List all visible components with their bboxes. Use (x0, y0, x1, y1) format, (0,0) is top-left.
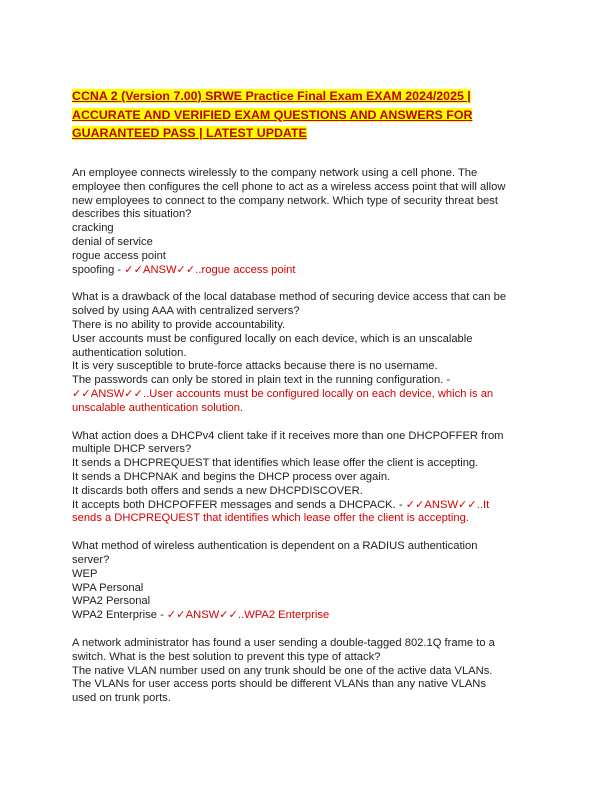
question-text: solved by using AAA with centralized servers? (72, 305, 300, 318)
answer-option: WPA2 Personal (72, 595, 151, 608)
option-text: spoofing - (72, 263, 125, 276)
answer-option: denial of service (72, 235, 153, 248)
correct-answer: sends a DHCPREQUEST that identifies which lease offer the client is accepting. (72, 512, 469, 525)
question-block (72, 540, 542, 623)
answer-option: The native VLAN number used on any trunk should be one of the active data VLANs. (72, 664, 493, 677)
option-text: WPA2 Enterprise - (72, 609, 167, 622)
question-text: A network administrator has found a user sending a double-tagged 802.1Q frame to a (72, 636, 495, 649)
answer-option: WPA Personal (72, 581, 144, 594)
title-line: CCNA 2 (Version 7.00) SRWE Practice Final Exam EXAM 2024/2025 | (72, 89, 471, 103)
title-line: ACCURATE AND VERIFIED EXAM QUESTIONS AND ANSWERS FOR (72, 107, 473, 122)
answer-option: authentication solution. (72, 346, 187, 359)
question-text: server? (72, 553, 110, 566)
question-text: describes this situation? (72, 208, 192, 221)
question-block (72, 167, 542, 277)
correct-answer: ✓✓ANSW✓✓..It (405, 498, 490, 511)
answer-option (72, 374, 542, 388)
answer-option: WEP (72, 567, 98, 580)
correct-answer: ✓✓ANSW✓✓..WPA2 Enterprise (166, 609, 330, 622)
question-text: What action does a DHCPv4 client take if it receives more than one DHCPOFFER from (72, 429, 504, 442)
answer-option: The VLANs for user access ports should be different VLANs than any native VLANs (72, 678, 486, 691)
answer-option: There is no ability to provide accountability. (72, 318, 286, 331)
answer-option: cracking (72, 222, 114, 235)
answer-option: rogue access point (72, 249, 166, 262)
question-text: What method of wireless authentication is dependent on a RADIUS authentication (72, 540, 478, 553)
correct-answer: unscalable authentication solution. (72, 401, 244, 414)
answer-option: It is very susceptible to brute-force attacks because there is no username. (72, 360, 438, 373)
question-text: employee then configures the cell phone to act as a wireless access point that will allow (72, 180, 506, 193)
document-title (72, 87, 542, 143)
correct-answer: ✓✓ANSW✓✓..User accounts must be configured locally on each device, which is an (72, 387, 494, 400)
question-text: new employees to connect to the company network. Which type of security threat best (72, 194, 498, 207)
question-text: An employee connects wirelessly to the company network using a cell phone. The (72, 167, 478, 179)
option-text: It accepts both DHCPOFFER messages and sends a DHCPACK. - (72, 498, 406, 511)
option-text: The passwords can only be stored in plain text in the running configuration. - (72, 374, 451, 387)
question-block (72, 637, 542, 706)
answer-option: It sends a DHCPREQUEST that identifies which lease offer the client is accepting. (72, 457, 479, 470)
answer-option: It sends a DHCPNAK and begins the DHCP process over again. (72, 470, 391, 483)
answer-option: User accounts must be configured locally on each device, which is an unscalable (72, 332, 473, 345)
question-text: What is a drawback of the local database method of securing device access that can be (72, 291, 507, 304)
answer-option (72, 264, 542, 278)
answer-option (72, 499, 542, 513)
title-line: GUARANTEED PASS | LATEST UPDATE (72, 126, 307, 140)
correct-answer: ✓✓ANSW✓✓..rogue access point (124, 263, 296, 276)
question-text: multiple DHCP servers? (72, 443, 192, 456)
answer-option (72, 609, 542, 623)
question-list (72, 167, 542, 720)
question-text: switch. What is the best solution to prevent this type of attack? (72, 650, 381, 663)
question-block (72, 430, 542, 527)
question-block (72, 291, 542, 415)
answer-option: used on trunk ports. (72, 692, 171, 705)
answer-option: It discards both offers and sends a new DHCPDISCOVER. (72, 484, 363, 497)
